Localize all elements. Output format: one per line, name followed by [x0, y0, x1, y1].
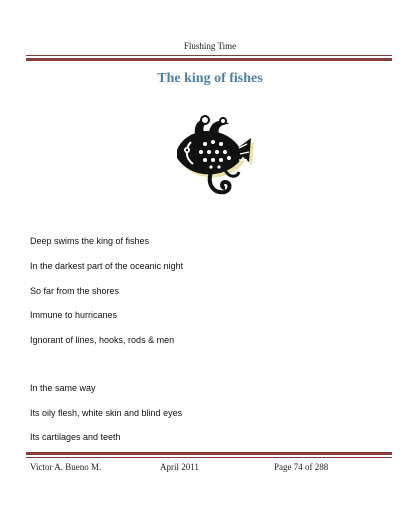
poem-line: Its cartilages and teeth — [30, 432, 121, 442]
running-header: Flushing Time — [183, 41, 237, 51]
poem-line: In the same way — [30, 383, 96, 393]
footer-page-number: Page 74 of 288 — [274, 462, 329, 472]
poem-line: So far from the shores — [30, 286, 120, 296]
poem-line: Ignorant of lines, hooks, rods & men — [30, 335, 175, 345]
poem-line: Its oily flesh, white skin and blind eyes — [30, 408, 183, 418]
footer-author: Victor A. Bueno M. — [30, 462, 102, 472]
poem-body — [30, 0, 390, 513]
footer-rule-thick — [26, 452, 392, 455]
poem-title: The king of fishes — [157, 71, 263, 86]
footer-date: April 2011 — [160, 462, 199, 472]
poem-line: In the darkest part of the oceanic night — [30, 261, 184, 271]
poem-line: Immune to hurricanes — [30, 310, 118, 320]
footer-rule-thin — [26, 457, 392, 458]
poem-line: Deep swims the king of fishes — [30, 236, 150, 246]
